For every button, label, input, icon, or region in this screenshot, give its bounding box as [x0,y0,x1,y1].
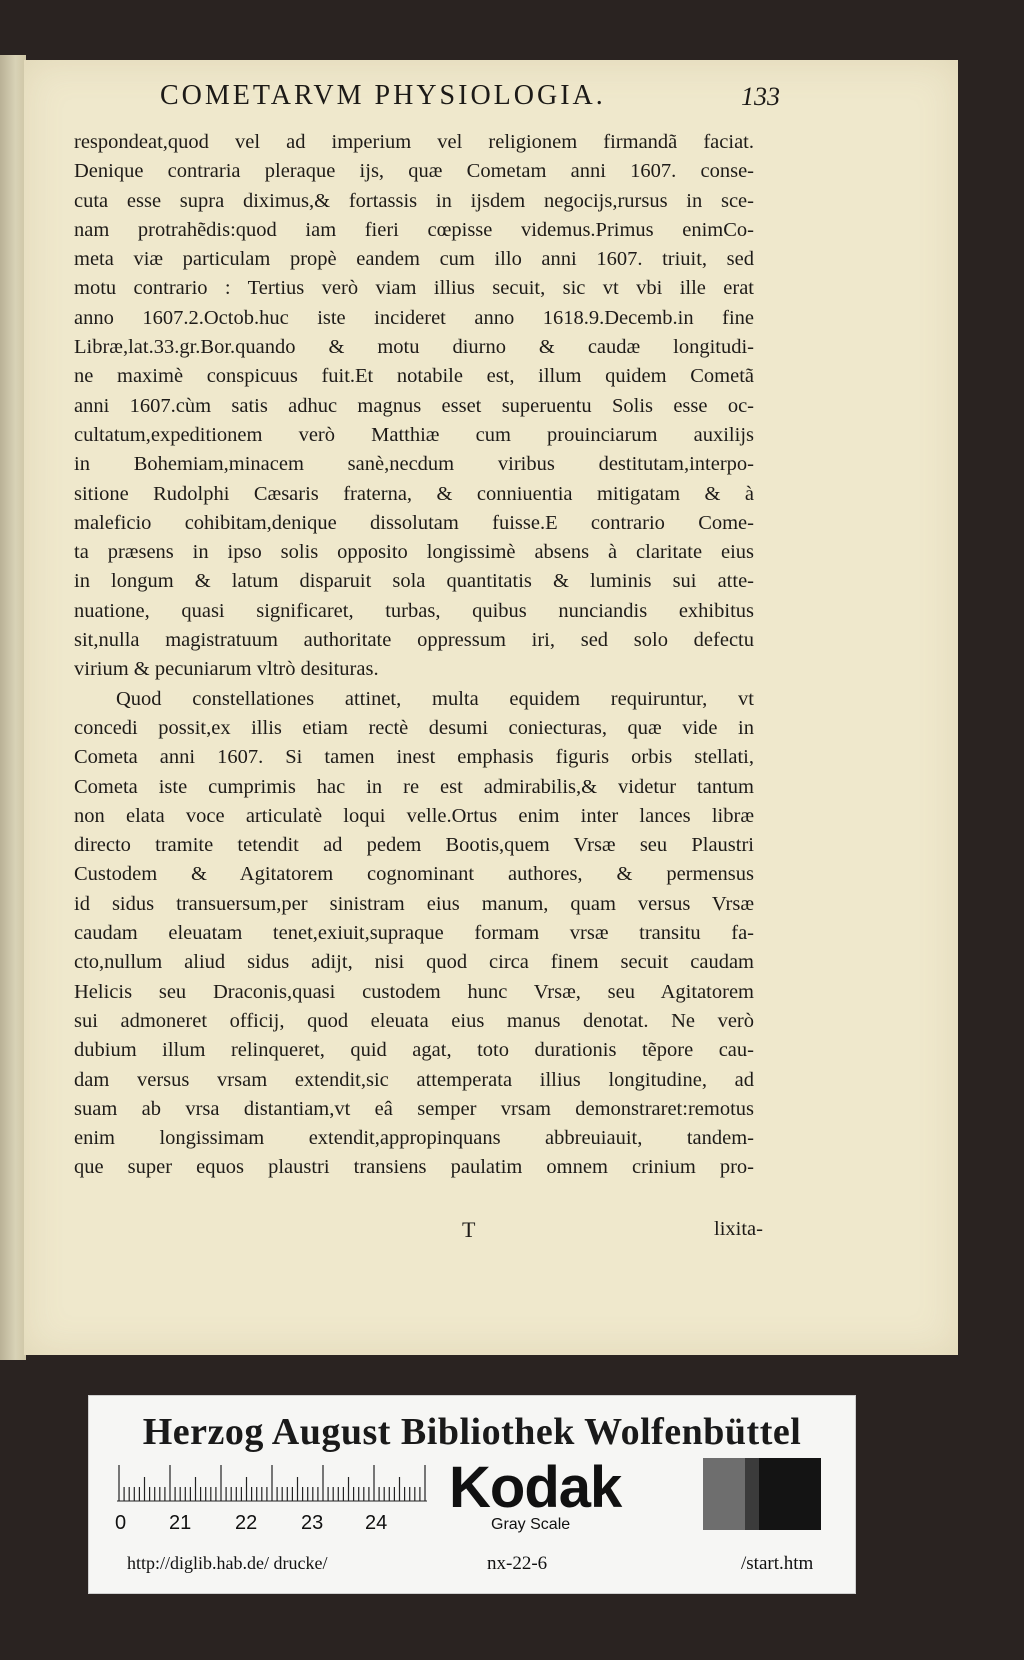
text-line: caudam eleuatam tenet,exiuit,supraque formam vrsæ transitu fa- [74,922,754,945]
text-line: directo tramite tetendit ad pedem Bootis,quem Vrsæ seu Plaustri [74,834,754,857]
text-line: anni 1607.cùm satis adhuc magnus esset superuentu Solis esse oc- [74,394,754,417]
library-name: Herzog August Bibliothek Wolfenbüttel [142,1411,802,1453]
text-line: Cometa iste cumprimis hac in re est admirabilis,& videtur tantum [74,775,754,798]
ruler-label: 23 [301,1512,324,1534]
text-line: sitione Rudolphi Cæsaris fraterna, & conniuentia mitigatam & à [74,482,754,505]
text-line: cuta esse supra diximus,& fortassis in ijsdem negocijs,rursus in sce- [74,189,754,212]
text-line: Cometa anni 1607. Si tamen inest emphasis figuris orbis stellati, [74,746,754,769]
text-line: respondeat,quod vel ad imperium vel religionem firmandã faciat. [74,131,754,153]
shelfmark: nx-22-6 [487,1553,548,1574]
text-line: ne maximè conspicuus fuit.Et notabile est, illum quidem Cometã [74,365,754,388]
text-line: Libræ,lat.33.gr.Bor.quando & motu diurno & caudæ longitudi- [74,336,754,359]
text-line: dam versus vrsam extendit,sic attemperata illius longitudine, ad [74,1068,754,1091]
page-header [160,80,780,120]
text-line: Custodem & Agitatorem cognominant authores, & permensus [74,863,754,886]
text-line: in longum & latum disparuit sola quantitatis & luminis sui atte- [74,570,754,593]
text-line: sit,nulla magistratuum authoritate oppressum iri, sed solo defectu [74,629,754,652]
text-line: sui admoneret officij, quod eleuata eius manus denotat. Ne verò [74,1009,754,1032]
text-line: Denique contraria pleraque ijs, quæ Cometam anni 1607. conse- [74,160,754,183]
text-line: nuatione, quasi significaret, turbas, quibus nunciandis exhibitus [74,599,754,622]
text-line: meta viæ particulam propè eandem cum illo anni 1607. triuit, sed [74,248,754,271]
text-line: cultatum,expeditionem verò Matthiæ cum prouinciarum auxilijs [74,423,754,446]
text-line: anno 1607.2.Octob.huc iste incideret anno 1618.9.Decemb.in fine [74,306,754,329]
text-line: ta præsens in ipso solis opposito longissimè absens à claritate eius [74,541,754,564]
text-line: cto,nullum aliud sidus adijt, nisi quod circa finem secuit caudam [74,951,754,974]
text-line: non elata voce articulatè loqui velle.Ortus enim inter lances libræ [74,804,754,827]
ruler-label: 22 [235,1512,258,1534]
adjacent-page-edge [0,55,26,1360]
text-line: motu contrario : Tertius verò viam illius secuit, sic vt vbi ille erat [74,277,754,300]
body-text [74,128,754,1183]
text-line: Helicis seu Draconis,quasi custodem hunc Vrsæ, seu Agitatorem [74,980,754,1003]
start-link: /start.htm [741,1553,814,1574]
text-line: Quod constellationes attinet, multa equidem requiruntur, vt [116,687,754,710]
text-line: virium & pecuniarum vltrò desituras. [74,658,379,681]
ruler-scale [117,1458,427,1502]
ruler-label: 24 [365,1512,388,1534]
text-line: maleficio cohibitam,denique dissolutam fuisse.E contrario Come- [74,511,754,534]
kodak-logo: Kodak [449,1455,622,1520]
text-line: que super equos plaustri transiens paulatim omnem crinium pro- [74,1156,754,1179]
text-line: dubium illum relinqueret, quid agat, toto durationis tẽpore cau- [74,1039,754,1062]
gray-swatch-light [703,1458,745,1530]
text-line: suam ab vrsa distantiam,vt eâ semper vrsam demonstraret:remotus [74,1097,754,1120]
running-title: COMETARVM PHYSIOLOGIA. [160,80,606,111]
text-line: enim longissimam extendit,appropinquans abbreuiauit, tandem- [74,1127,754,1150]
gray-swatch-dark [759,1458,821,1530]
page-number: 133 [741,82,780,111]
source-url: http://diglib.hab.de/ drucke/ [127,1553,328,1573]
ruler-label: 21 [169,1512,192,1534]
library-target-card [88,1395,856,1594]
ruler-label: 0 [115,1512,127,1534]
text-line: nam protrahẽdis:quod iam fieri cœpisse videmus.Primus enimCo- [74,218,754,241]
gray-scale-label: Gray Scale [491,1516,571,1533]
signature-mark: T [462,1217,476,1242]
text-line: id sidus transuersum,per sinistram eius manum, quam versus Vrsæ [74,892,754,915]
gray-swatch-mid [745,1458,759,1530]
text-line: concedi possit,ex illis etiam rectè desumi coniecturas, quæ vide in [74,716,754,739]
catchword: lixita- [714,1218,763,1240]
text-line: in Bohemiam,minacem sanè,necdum viribus destitutam,interpo- [74,453,754,476]
